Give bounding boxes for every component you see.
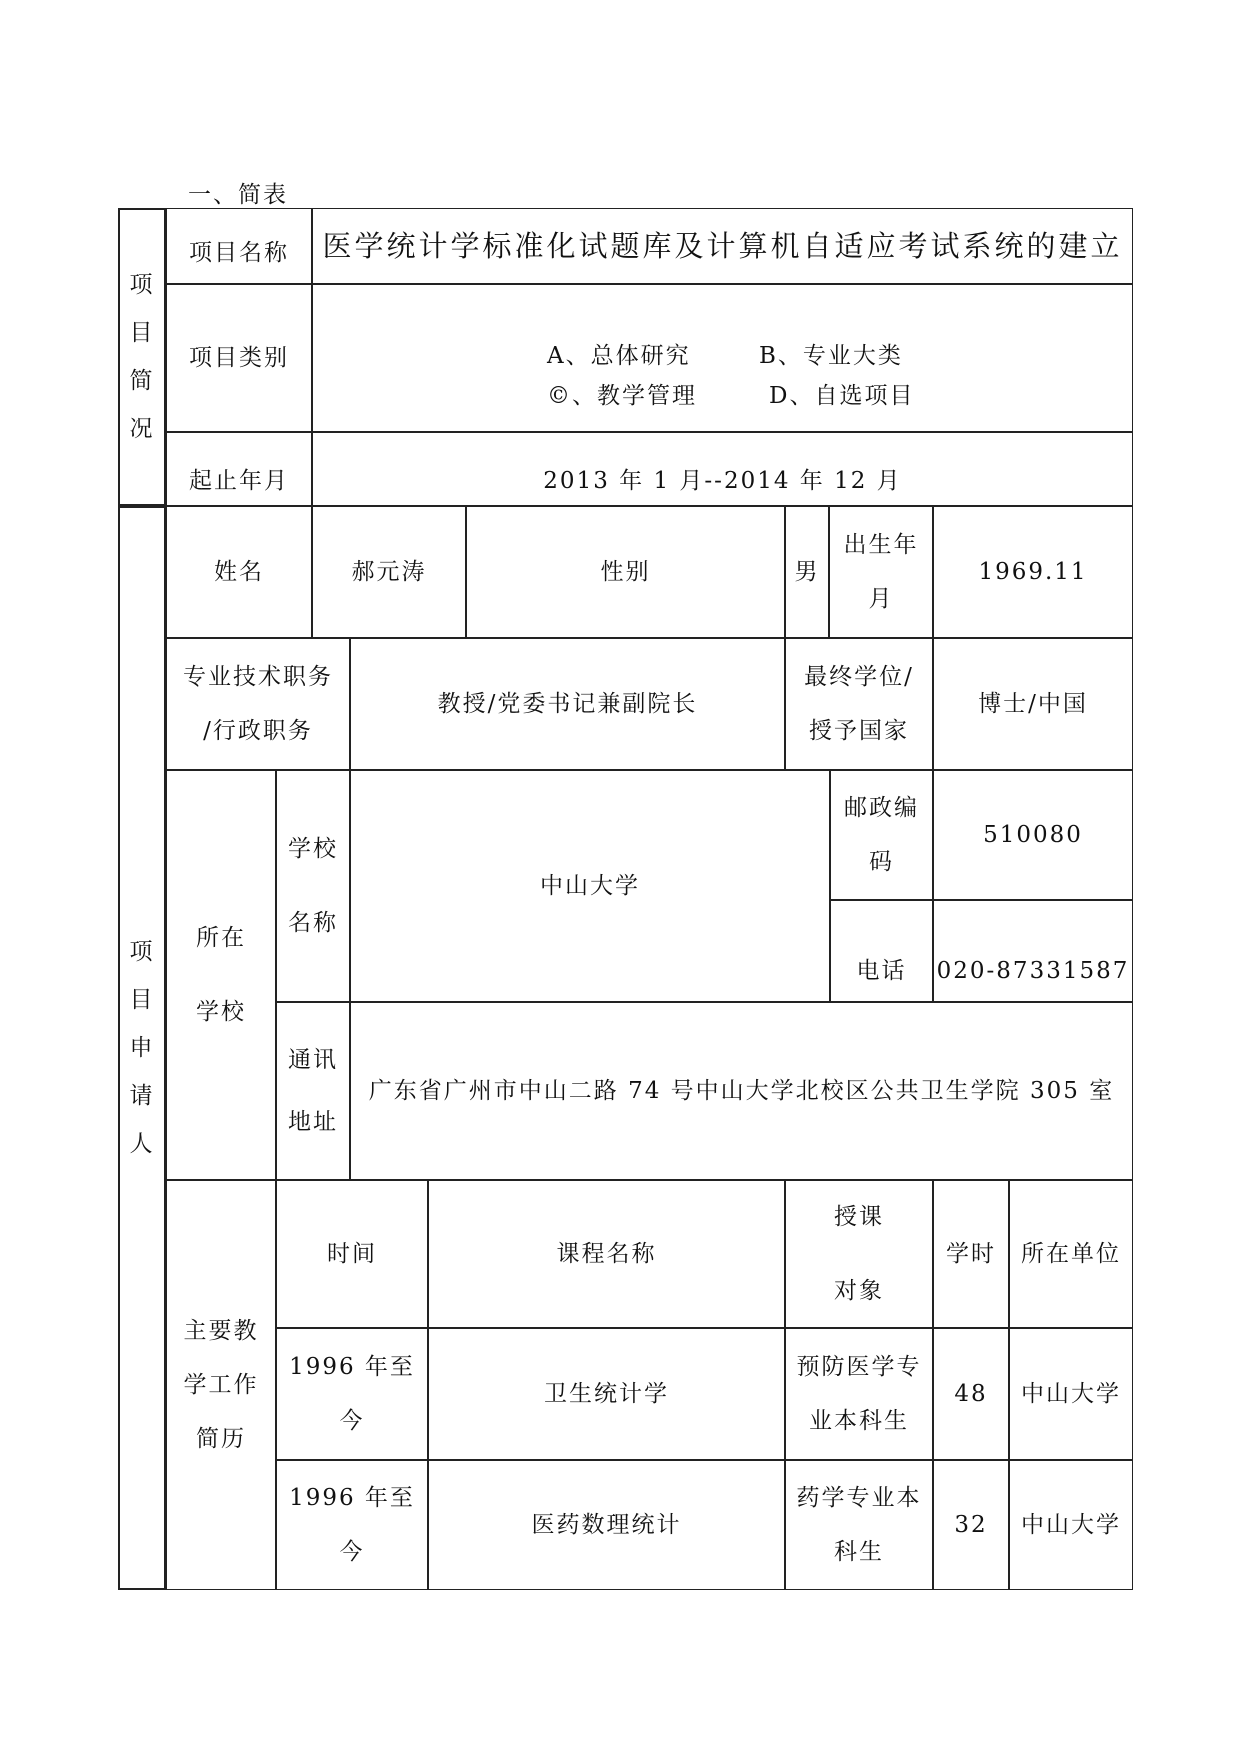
period-value: 2013 年 1 月--2014 年 12 月 xyxy=(312,432,1133,506)
teaching-history-label xyxy=(166,1180,276,1590)
degree-label-line: 最终学位/ xyxy=(804,664,914,690)
degree-label-line: 授予国家 xyxy=(809,718,909,744)
category-option-b: B、专业大类 xyxy=(759,343,903,369)
address-value: 广东省广州市中山二路 74 号中山大学北校区公共卫生学院 305 室 xyxy=(350,1002,1133,1180)
teaching-header-course: 课程名称 xyxy=(428,1180,785,1328)
applicant-label-char: 目 xyxy=(129,987,155,1013)
time-line: 今 xyxy=(339,1408,365,1434)
category-option-a: A、总体研究 xyxy=(547,343,691,369)
postcode-label-line: 邮政编 xyxy=(844,795,919,821)
category-option-c-selected: ©、教学管理 xyxy=(547,383,697,409)
postcode-value: 510080 xyxy=(933,770,1133,900)
teaching-row-audience xyxy=(785,1460,933,1590)
applicant-section-label xyxy=(118,506,166,1590)
address-label xyxy=(276,1002,350,1180)
teaching-row-course: 医药数理统计 xyxy=(428,1460,785,1590)
applicant-label-char: 人 xyxy=(129,1131,155,1157)
applicant-name-label: 姓名 xyxy=(166,506,312,638)
job-title-value: 教授/党委书记兼副院长 xyxy=(350,638,785,770)
birth-label xyxy=(829,506,933,638)
school-label-line: 学校 xyxy=(196,999,246,1025)
period-label: 起止年月 xyxy=(166,432,312,506)
teaching-row-unit: 中山大学 xyxy=(1009,1328,1133,1460)
time-line: 今 xyxy=(339,1539,365,1565)
teaching-row-hours: 48 xyxy=(933,1328,1009,1460)
section-heading: 一、简表 xyxy=(188,182,288,208)
degree-value: 博士/中国 xyxy=(933,638,1133,770)
school-name-value: 中山大学 xyxy=(350,770,830,1002)
project-category-label: 项目类别 xyxy=(166,284,312,432)
phone-value: 020-87331587 xyxy=(933,900,1133,1002)
degree-label xyxy=(785,638,933,770)
address-label-line: 地址 xyxy=(288,1109,338,1135)
teaching-row-course: 卫生统计学 xyxy=(428,1328,785,1460)
birth-label-line: 出生年 xyxy=(843,532,919,558)
audience-line: 药学专业本 xyxy=(796,1485,922,1511)
teaching-row-hours: 32 xyxy=(933,1460,1009,1590)
teaching-label-line: 学工作 xyxy=(183,1372,259,1398)
project-name-label: 项目名称 xyxy=(166,208,312,284)
school-name-label xyxy=(276,770,350,1002)
teaching-row-unit: 中山大学 xyxy=(1009,1460,1133,1590)
address-label-line: 通讯 xyxy=(288,1047,338,1073)
overview-label-char: 况 xyxy=(129,416,155,442)
phone-label: 电话 xyxy=(830,900,933,1002)
overview-section-label xyxy=(118,208,166,506)
birth-label-line: 月 xyxy=(868,586,894,612)
project-name-value: 医学统计学标准化试题库及计算机自适应考试系统的建立 xyxy=(312,208,1133,284)
gender-label: 性别 xyxy=(466,506,785,638)
teaching-row-time xyxy=(276,1460,428,1590)
overview-label-char: 目 xyxy=(129,320,155,346)
audience-header-line: 对象 xyxy=(834,1278,884,1304)
postcode-label xyxy=(830,770,933,900)
teaching-header-time: 时间 xyxy=(276,1180,428,1328)
teaching-row-audience xyxy=(785,1328,933,1460)
job-title-label xyxy=(166,638,350,770)
category-option-d: D、自选项目 xyxy=(769,383,915,409)
school-name-label-line: 名称 xyxy=(288,910,338,936)
audience-header-line: 授课 xyxy=(834,1204,884,1230)
teaching-label-line: 简历 xyxy=(196,1426,246,1452)
time-line: 1996 年至 xyxy=(289,1485,415,1511)
school-name-label-line: 学校 xyxy=(288,836,338,862)
birth-value: 1969.11 xyxy=(933,506,1133,638)
time-line: 1996 年至 xyxy=(289,1354,415,1380)
teaching-header-audience xyxy=(785,1180,933,1328)
job-title-label-line: 专业技术职务 xyxy=(183,664,333,690)
gender-value: 男 xyxy=(785,506,829,638)
applicant-label-char: 项 xyxy=(129,939,155,965)
applicant-label-char: 申 xyxy=(129,1035,155,1061)
school-label-line: 所在 xyxy=(196,925,246,951)
overview-label-char: 项 xyxy=(129,272,155,298)
teaching-header-hours: 学时 xyxy=(933,1180,1009,1328)
project-category-options xyxy=(312,284,1133,432)
audience-line: 预防医学专 xyxy=(796,1354,922,1380)
audience-line: 科生 xyxy=(834,1539,884,1565)
applicant-name-value: 郝元涛 xyxy=(312,506,466,638)
postcode-label-line: 码 xyxy=(869,849,894,875)
school-label xyxy=(166,770,276,1180)
teaching-row-time xyxy=(276,1328,428,1460)
audience-line: 业本科生 xyxy=(809,1408,909,1434)
teaching-header-unit: 所在单位 xyxy=(1009,1180,1133,1328)
job-title-label-line: /行政职务 xyxy=(203,718,313,744)
applicant-label-char: 请 xyxy=(129,1083,155,1109)
overview-label-char: 简 xyxy=(129,368,155,394)
teaching-label-line: 主要教 xyxy=(183,1318,259,1344)
